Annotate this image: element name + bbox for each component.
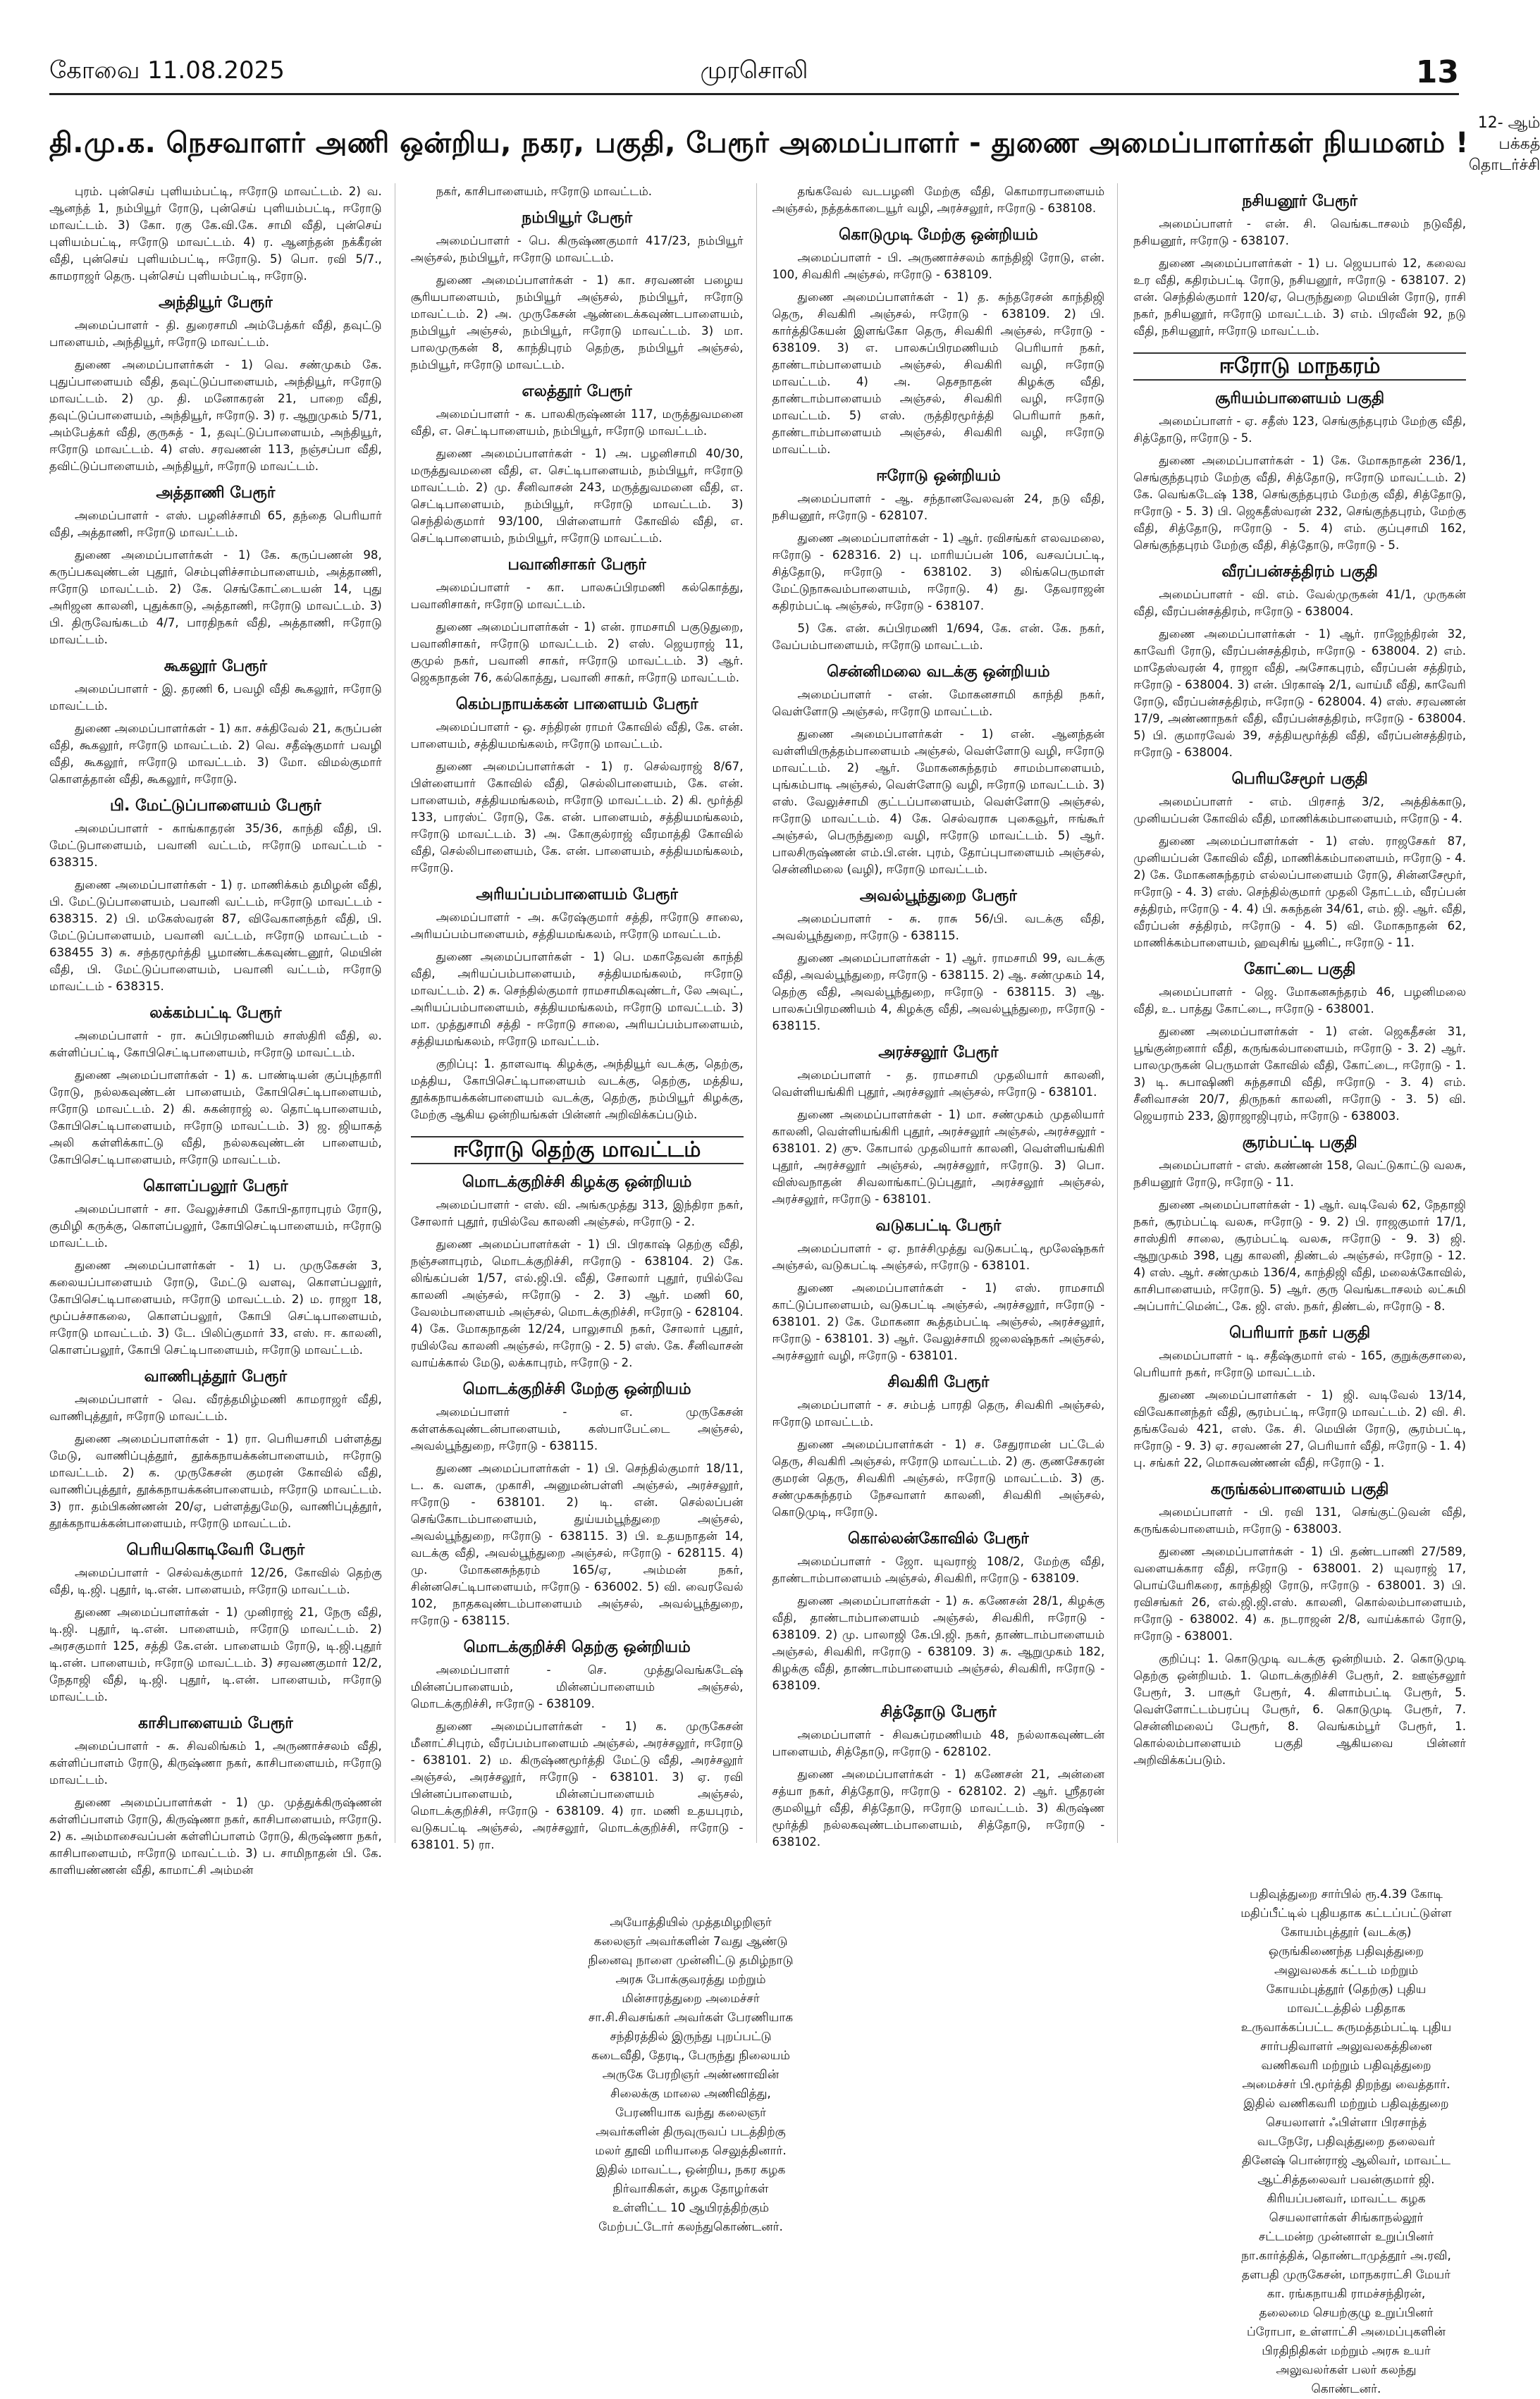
article-paragraph: அமைப்பாளர் - அ. சுரேஷ்குமார் சத்தி, ஈரோடு சாலை, அரியப்பம்பாளையம், சத்தியமங்கலம், ஈரோடு மாவட்டம். bbox=[410, 911, 744, 941]
article-paragraph: அமைப்பாளர் - பி. அருணாச்சலம் காந்திஜி ரோடு, என். 100, சிவகிரி அஞ்சல், ஈரோடு - 638109. bbox=[772, 251, 1105, 281]
article-paragraph: அமைப்பாளர் - இ. தரணி 6, பவழி வீதி கூகலூர், ஈரோடு மாவட்டம். bbox=[49, 682, 382, 713]
section-heading: கொடுமுடி மேற்கு ஒன்றியம் bbox=[839, 226, 1038, 244]
section-heading: அரச்சலூர் பேரூர் bbox=[878, 1044, 999, 1061]
section-heading: எலத்தூர் பேரூர் bbox=[522, 383, 632, 400]
section-heading: பி. மேட்டுப்பாளையம் பேரூர் bbox=[109, 797, 321, 815]
article-paragraph: துணை அமைப்பாளர்கள் - 1) பி. பிரகாஷ் தெற்கு வீதி, நஞ்சனாபுரம், மொடக்குறிச்சி, ஈரோடு - 638104. 2) கே. லிங்கப்பன் 1/57, எல்.ஜி.பி. வீதி, சோலார் புதூர், ரயில்வே காலனி அஞ்சல், ஈரோடு - 2. 3) ஆர். மணி 60, வேலம்பாளையம் அஞ்சல், மொடக்குறிச்சி, ஈரோடு - 628104. 4) கே. மோகநாதன் 12/24, பாலுசாமி நகர், சோலார் புதூர், ரயில்வே காலனி அஞ்சல், ஈரோடு - 2. 5) எஸ். கே. சீனிவாசன் வாய்க்கால் மேடு, லக்காபுரம், ஈரோடு - 2. bbox=[410, 1238, 744, 1369]
section-heading: பெரியசேமூர் பகுதி bbox=[1231, 770, 1368, 788]
article-paragraph: அமைப்பாளர் - தி. துரைசாமி அம்பேத்கர் வீதி, தவுட்டு பாளையம், அந்தியூர், ஈரோடு மாவட்டம். bbox=[49, 319, 382, 349]
article-paragraph: துணை அமைப்பாளர்கள் - 1) கா. சக்திவேல் 21, கருப்பன் வீதி, கூகலூர், ஈரோடு மாவட்டம். 2) வெ. சதீஷ்குமார் பவழி வீதி, கூகலூர், ஈரோடு மாவட்டம். 3) மோ. விமல்குமார் கொளத்தான் வீதி, கூகலூர், ஈரோடு. bbox=[49, 722, 382, 786]
photo-band bbox=[49, 1843, 1466, 2396]
article-paragraph: அமைப்பாளர் - எஸ். கண்ணன் 158, வெட்டுகாட்டு வலசு, நசியனூர் ரோடு, ஈரோடு - 11. bbox=[1133, 1159, 1466, 1189]
article-paragraph: துணை அமைப்பாளர்கள் - 1) மா. சண்முகம் முதலியார் காலனி, வெள்ளியங்கிரி புதூர், அரச்சலூர் அஞ்சல், அரச்சலூர் - 638101. 2) குு. கோபால் முதலியார் காலனி, வெள்ளியங்கிரி புதூர், அரச்சலூர் அஞ்சல், அரச்சலூர், ஈரோடு. 3) பொ. விஸ்வநாதன் சிவலாங்காட்டுப்புதூர், அரச்சலூர் அஞ்சல், அரச்சலூர், ஈரோடு - 638101. bbox=[772, 1108, 1105, 1206]
article-paragraph: புரம். புன்செய் புளியம்பட்டி, ஈரோடு மாவட்டம். 2) வ. ஆனந்த் 1, நம்பியூர் ரோடு, புன்செய் புளியம்பட்டி, ஈரோடு மாவட்டம். 3) கோ. ரகு கே.வி.கே. சாமி வீதி, புன்செய் புளியம்பட்டி, ஈரோடு மாவட்டம். 4) ர. ஆனந்தன் நக்கீரன் வீதி, புன்செய் புளியம்பட்டி, ஈரோடு. 5) பொ. ரவி 5/7., காமராஜர் தெரு. புன்செய் புளியம்பட்டி, ஈரோடு. bbox=[49, 185, 382, 283]
article-paragraph: அமைப்பாளர் - என். சி. வெங்கடாசலம் நடுவீதி, நசியனூர், ஈரோடு - 638107. bbox=[1133, 217, 1466, 247]
district-heading: ஈரோடு மாநகரம் bbox=[1133, 352, 1466, 381]
district-heading: ஈரோடு தெற்கு மாவட்டம் bbox=[411, 1136, 744, 1164]
article-columns bbox=[49, 183, 1466, 1877]
section-heading: அத்தாணி பேரூர் bbox=[156, 484, 276, 502]
article-paragraph: அமைப்பாளர் - ஒ. சந்திரன் ராமர் கோவில் வீதி, கே. என். பாளையம், சத்தியமங்கலம், ஈரோடு மாவட்டம். bbox=[410, 720, 744, 751]
article-paragraph: அமைப்பாளர் - செ. முத்துவெங்கடேஷ் மின்னப்பாளையம், மின்னப்பாளையம் அஞ்சல், மொடக்குறிச்சி, ஈரோடு - 638109. bbox=[410, 1663, 744, 1710]
article-paragraph: துணை அமைப்பாளர்கள் - 1) கா. சரவணன் பழைய சூரியபாளையம், நம்பியூர் அஞ்சல், நம்பியூர், ஈரோடு மாவட்டம். 2) அ. முருகேசன் ஆண்டைக்கவுண்டபாளையம், நம்பியூர் அஞ்சல், நம்பியூர், ஈரோடு மாவட்டம். 3) மா. பாலமுருகன் 8, காந்திபுரம் தெற்கு, நம்பியூர் அஞ்சல், நம்பியூர், ஈரோடு மாவட்டம். bbox=[410, 273, 744, 371]
section-heading: பெரியகொடிவேரி பேரூர் bbox=[126, 1541, 305, 1559]
article-paragraph: துணை அமைப்பாளர்கள் - 1) ஆர். ரவிசங்கர் எலவமலை, ஈரோடு - 628316. 2) பு. மாரியப்பன் 106, வசவப்பட்டி, சித்தோடு, ஈரோடு - 638102. 3) லிங்கபெருமாள் மேட்டுநாசுவம்பாளையம், ஈரோடு. 4) து. தேவராஜன் கதிரம்பட்டி அஞ்சல், ஈரோடு - 638107. bbox=[772, 531, 1105, 612]
article-paragraph: அமைப்பாளர் - எம். பிரசாத் 3/2, அத்திக்காடு, முனியப்பன் கோவில் வீதி, மாணிக்கம்பாளையம், ஈரோடு - 4. bbox=[1133, 795, 1466, 825]
article-paragraph: துணை அமைப்பாளர்கள் - 1) பி. செந்தில்குமார் 18/11, ட. க. வளசு, முகாசி, அனுமன்பள்ளி அஞ்சல், அரச்சலூர், ஈரோடு - 638101. 2) டி. என். செல்லப்பன் செங்கோடம்பாளையம், துய்யம்பூந்துறை அஞ்சல், அவல்பூந்துறை, ஈரோடு - 638115. 3) பி. உதயநாதன் 14, வடக்கு வீதி, அவல்பூந்துறை அஞ்சல், ஈரோடு - 628115. 4) மு. மோகனசுந்தரம் 165/ஏ, அம்மன் நகர், சின்னசெட்டிபாளையம், ஈரோடு - 636002. 5) வி. வைரவேல் 102, நாதகவுண்டம்பாளையம் அஞ்சல், அவல்பூந்துறை, ஈரோடு - 638115. bbox=[410, 1462, 744, 1627]
article-paragraph: துணை அமைப்பாளர்கள் - 1) கணேசன் 21, அன்னை சத்யா நகர், சித்தோடு, ஈரோடு - 628102. 2) ஆர். ஸ்ரீதரன் குமலியூர் வீதி, சித்தோடு, ஈரோடு மாவட்டம். 3) கிருஷ்ண மூர்த்தி நல்லகவுண்டம்பாளையம், சித்தோடு, ஈரோடு - 638102. bbox=[772, 1768, 1105, 1849]
article-paragraph: அமைப்பாளர் - வி. எம். வேல்முருகன் 41/1, முருகன் வீதி, வீரப்பன்சத்திரம், ஈரோடு - 638004. bbox=[1133, 588, 1466, 618]
article-paragraph: துணை அமைப்பாளர்கள் - 1) என். ஜெகதீசன் 31, பூங்குன்றனார் வீதி, கருங்கல்பாளையம், ஈரோடு - 3. 2) ஆர். பாலமுருகன் பெருமாள் கோவில் வீதி, கோட்டை, ஈரோடு - 1. 3) டி. சுபாஷிணி சுந்தசாமி வீதி, ஈரோடு - 3. 4) எம். சீனிவாசன் 20/7, திருநகர் காலனி, ஈரோடு - 3. 5) வி. ஜெயராம் 233, இராஜாஜிபுரம், ஈரோடு - 638003. bbox=[1133, 1025, 1466, 1123]
article-paragraph: துணை அமைப்பாளர்கள் - 1) முனிராஜ் 21, நேரு வீதி, டி.ஜி. புதூர், டி.என். பாளையம், ஈரோடு மாவட்டம். 2) அரசகுமார் 125, சத்தி கே.என். பாளையம் ரோடு, டி.ஜி.புதூர் டி.என். பாளையம், ஈரோடு மாவட்டம். 3) சரவணகுமார் 12/2, நேதாஜி வீதி, டி.ஜி. புதூர், டி.என். பாளையம், ஈரோடு மாவட்டம். bbox=[49, 1605, 382, 1703]
article-paragraph: துணை அமைப்பாளர்கள் - 1) ர. மாணிக்கம் தமிழன் வீதி, பி. மேட்டுப்பாளையம், பவானி வட்டம், ஈரோடு மாவட்டம் - 638315. 2) பி. மகேஸ்வரன் 87, விவேகானந்தர் வீதி, பி. மேட்டுப்பாளையம், பவானி வட்டம், ஈரோடு மாவட்டம் - 638455 3) சு. சந்தரமூர்த்தி பூமாண்டக்கவுண்டனூர், மெயின் வீதி, பி. மேட்டுப்பாளையம், பவானி வட்டம், ஈரோடு மாவட்டம் - 638315. bbox=[49, 878, 382, 993]
article-column-4 bbox=[1133, 183, 1466, 1843]
continued-note: 12- ஆம் பக்கத் தொடர்ச்சி bbox=[1468, 114, 1540, 174]
section-heading: லக்கம்பட்டி பேரூர் bbox=[149, 1004, 282, 1022]
section-heading: சிவகிரி பேரூர் bbox=[887, 1374, 990, 1391]
section-heading: ஈரோடு ஒன்றியம் bbox=[876, 467, 1001, 485]
section-heading: கெம்பநாயக்கன் பாளையம் பேரூர் bbox=[455, 696, 698, 713]
article-paragraph: அமைப்பாளர் - சா. வேலுச்சாமி கோபி-தாராபுரம் ரோடு, குமிழி கருக்கு, கொளப்பலூர், கோபிசெட்டிபாளையம், ஈரோடு மாவட்டம். bbox=[49, 1202, 382, 1250]
article-paragraph: அமைப்பாளர் - ஆ. சந்தானவேலவன் 24, நடு வீதி, நசியனூர், ஈரோடு - 628107. bbox=[772, 492, 1105, 522]
article-paragraph: துணை அமைப்பாளர்கள் - 1) ஜி. வடிவேல் 13/14, விவேகானந்தர் வீதி, சூரம்பட்டி, ஈரோடு மாவட்டம். 2) வி. சி. தங்கவேல் 421, எஸ். கே. சி. மெயின் ரோடு, சூரம்பட்டி, ஈரோடு - 9. 3) ஏ. சரவணன் 27, பெரியார் வீதி, ஈரோடு - 1. 4) பு. சங்கர் 22, மொசுவண்ணன் வீதி, ஈரோடு - 1. bbox=[1133, 1388, 1466, 1469]
article-paragraph: துணை அமைப்பாளர்கள் - 1) கே. மோகநாதன் 236/1, செங்குந்தபுரம் மேற்கு வீதி, சித்தோடு, ஈரோடு மாவட்டம். 2) கே. வெங்கடேஷ் 138, செங்குந்தபுரம் மேற்கு வீதி, சித்தோடு, ஈரோடு - 5. 3) பி. ஜெகதீஸ்வரன் 232, செங்குந்தபுரம், மேற்கு வீதி, சித்தோடு, ஈரோடு - 5. 4) எம். குப்புசாமி 162, செங்குந்தபுரம் மேற்கு வீதி, சித்தோடு, ஈரோடு - 5. bbox=[1133, 454, 1466, 552]
article-paragraph: துணை அமைப்பாளர்கள் - 1) ஆர். ராஜேந்திரன் 32, காவேரி ரோடு, வீரப்பன்சத்திரம், ஈரோடு - 638004. 2) எம். மாதேஸ்வரன் 4, ராஜா வீதி, அசோகபுரம், வீரப்பன் சத்திரம், ஈரோடு - 638004. 3) என். பிரகாஷ் 2/1, வாய்மீ வீதி, காவேரி ரோடு, வீரப்பன்சத்திரம், ஈரோடு - 628004. 4) எஸ். சரவணன் 17/9, அண்ணாநகர் வீதி, வீரப்பன்சத்திரம், ஈரோடு - 638004. 5) பி. குமாரவேல் 39, சத்தியமூர்த்தி வீதி, வீரப்பன்சத்திரம், ஈரோடு - 638004. bbox=[1133, 627, 1466, 759]
article-paragraph: அமைப்பாளர் - ஜெ. மோகனசுந்தரம் 46, பழனிமலை வீதி, உ. பாத்து கோட்டை, ஈரோடு - 638001. bbox=[1133, 985, 1466, 1016]
section-heading: பவானிசாகர் பேரூர் bbox=[507, 556, 646, 574]
section-heading: வாணிபுத்தூர் பேரூர் bbox=[144, 1368, 288, 1386]
article-paragraph: துணை அமைப்பாளர்கள் - 1) ரா. பெரியசாமி பள்ளத்து மேடு, வாணிப்புத்தூர், தூக்கநாயக்கன்பாளையம், ஈரோடு மாவட்டம். 2) க. முருகேசன் குமரன் கோவில் வீதி, வாணிப்புத்தூர், தூக்கநாயக்கன்பாளையம், ஈரோடு மாவட்டம். 3) ரா. தம்பிகண்ணன் 20/ஏ, பள்ளத்துமேடு, வாணிப்புத்தூர், தூக்கநாயக்கன்பாளையம், ஈரோடு மாவட்டம். bbox=[49, 1432, 382, 1530]
article-paragraph: நகர், காசிபாளையம், ஈரோடு மாவட்டம். bbox=[436, 185, 653, 198]
article-paragraph: துணை அமைப்பாளர்கள் - 1) அ. பழனிசாமி 40/30, மருத்துவமனை வீதி, எ. செட்டிபாளையம், நம்பியூர், ஈரோடு மாவட்டம். 2) மு. சீனிவாசன் 243, மருத்துவமனை வீதி, எ. செட்டிபாளையம், நம்பியூர், ஈரோடு மாவட்டம். 3) செந்தில்குமார் 93/100, பிள்ளையார் கோவில் வீதி, எ. செட்டிபாளையம், நம்பியூர், ஈரோடு மாவட்டம். bbox=[410, 447, 744, 545]
article-paragraph: அமைப்பாளர் - எஸ். பழனிச்சாமி 65, தந்தை பெரியார் வீதி, அத்தாணி, ஈரோடு மாவட்டம். bbox=[49, 509, 382, 539]
article-paragraph: குறிப்பு: 1. தாளவாடி கிழக்கு, அந்தியூர் வடக்கு, தெற்கு, மத்திய, கோபிசெட்டிபாளையம் வடக்கு, தெற்கு, மத்திய, தூக்கநாயக்கன்பாளையம் வடக்கு, தெற்கு, நம்பியூர் கிழக்கு, மேற்கு ஆகிய ஒன்றியங்கள் பின்னர் அறிவிக்கப்படும். bbox=[410, 1057, 744, 1121]
article-paragraph: அமைப்பாளர் - ஏ. சதீஸ் 123, செங்குந்தபுரம் மேற்கு வீதி, சித்தோடு, ஈரோடு - 5. bbox=[1133, 414, 1466, 445]
article-paragraph: துணை அமைப்பாளர்கள் - 1) ப. ஜெயபால் 12, கலைவ உர வீதி, கதிரம்பட்டி ரோடு, நசியனூர், ஈரோடு - 638107. 2) என். செந்தில்குமார் 120/ஏ, பெருந்துறை மெயின் ரோடு, ராசி நகர், நசியனூர், ஈரோடு மாவட்டம். 3) எம். பிரவீன் 92, நடு வீதி, நசியனூர், ஈரோடு மாவட்டம். bbox=[1133, 257, 1466, 338]
article-paragraph: துணை அமைப்பாளர்கள் - 1) பெ. மகாதேவன் காந்தி வீதி, அரியப்பம்பாளையம், சத்தியமங்கலம், ஈரோடு மாவட்டம். 2) சு. செந்தில்குமார் ராமசாமிகவுண்டர், லே அவுட், அரியப்பம்பாளையம், சத்தியமங்கலம், ஈரோடு மாவட்டம். 3) மா. முத்துசாமி சத்தி - ஈரோடு சாலை, அரியப்பம்பாளையம், சத்தியமங்கலம், ஈரோடு மாவட்டம். bbox=[410, 950, 744, 1048]
article-paragraph: அமைப்பாளர் - எஸ். வி. அங்கமுத்து 313, இந்திரா நகர், சோலார் புதூர், ரயில்வே காலனி அஞ்சல், ஈரோடு - 2. bbox=[410, 1198, 744, 1228]
article-paragraph: துணை அமைப்பாளர்கள் - 1) ர. செல்வராஜ் 8/67, பிள்ளையார் கோவில் வீதி, செல்லிபாளையம், கே. என். பாளையம், சத்தியமங்கலம், ஈரோடு மாவட்டம். 2) கி. மூர்த்தி 133, பாரஸ்ட் ரோடு, கே. என். பாளையம், சத்தியமங்கலம், ஈரோடு மாவட்டம். 3) அ. கோகுல்ராஜ் வீரமாத்தி கோவில் வீதி, செல்லிபாளையம், கே. என். பாளையம், சத்தியமங்கலம், ஈரோடு. bbox=[410, 760, 744, 875]
article-paragraph: துணை அமைப்பாளர்கள் - 1) மு. முத்துக்கிருஷ்ணன் கள்ளிப்பாளம் ரோடு, கிருஷ்ணா நகர், காசிபாளையம், ஈரோடு. 2) க. அம்மாசைவப்பன் கள்ளிப்பாளம் ரோடு, கிருஷ்ணா நகர், காசிபாளையம், ஈரோடு மாவட்டம். 3) ப. சாமிநாதன் பி. கே. காளியண்ணன் வீதி, காமாட்சி அம்மன் bbox=[49, 1796, 382, 1877]
article-paragraph: அமைப்பாளர் - வெ. வீரத்தமிழ்மணி காமராஜர் வீதி, வாணிபுத்தூர், ஈரோடு மாவட்டம். bbox=[49, 1393, 382, 1423]
section-heading: கொளப்பலூர் பேரூர் bbox=[143, 1178, 288, 1195]
article-paragraph: துணை அமைப்பாளர்கள் - 1) ஆர். ராமசாமி 99, வடக்கு வீதி, அவல்பூந்துறை, ஈரோடு - 638115. 2) ஆ. சண்முகம் 14, தெற்கு வீதி, அவல்பூந்துறை, ஈரோடு - 638115. 3) ஆ. பாலசுப்பிரமணியம் 4, கிழக்கு வீதி, அவல்பூந்துறை, ஈரோடு - 638115. bbox=[772, 951, 1105, 1032]
section-heading: கருங்கல்பாளையம் பகுதி bbox=[1210, 1481, 1389, 1498]
article-paragraph: அமைப்பாளர் - கா. பாலசுப்பிரமணி கல்கொத்து, பவானிசாகர், ஈரோடு மாவட்டம். bbox=[410, 581, 744, 611]
article-paragraph: அமைப்பாளர் - சிவசுப்ரமணியம் 48, நல்லாகவுண்டன் பாளையம், சித்தோடு, ஈரோடு - 628102. bbox=[772, 1728, 1105, 1758]
section-heading: கூகலூர் பேரூர் bbox=[164, 658, 268, 675]
article-paragraph: துணை அமைப்பாளர்கள் - 1) க. முருகேசன் மீனாட்சிபுரம், வீரப்பம்பாளையம் அஞ்சல், அரச்சலூர், ஈரோடு - 638101. 2) ம. கிருஷ்ணமூர்த்தி மேட்டு வீதி, அரச்சலூர் அஞ்சல், அரச்சலூர், ஈரோடு - 638101. 3) ஏ. ரவி பின்னப்பாளையம், மின்னப்பாளையம் அஞ்சல், மொடக்குறிச்சி, ஈரோடு - 638109. 4) ரா. மணி உதயபுரம், வடுகபட்டி அஞ்சல், அரச்சலூர், மொடக்குறிச்சி, ஈரோடு - 638101. 5) ரா. bbox=[410, 1720, 744, 1851]
article-column-1 bbox=[49, 183, 395, 1877]
article-paragraph: அமைப்பாளர் - காங்காதரன் 35/36, காந்தி வீதி, பி. மேட்டுபாளையம், பவானி வட்டம், ஈரோடு மாவட்டம் - 638315. bbox=[49, 822, 382, 869]
section-heading: காசிபாளையம் பேரூர் bbox=[138, 1715, 293, 1732]
article-paragraph: துணை அமைப்பாளர்கள் - 1) சு. கணேசன் 28/1, கிழக்கு வீதி, தாண்டாம்பாளையம் அஞ்சல், சிவகிரி, ஈரோடு - 638109. 2) மு. பாலாஜி கே.பி.ஜி. நகர், தாண்டாம்பாளையம் அஞ்சல், சிவகிரி, ஈரோடு - 638109. 3) சு. ஆறுமுகம் 182, கிழக்கு வீதி, தாண்டாம்பாளையம் அஞ்சல், சிவகிரி, ஈரோடு - 638109. bbox=[772, 1594, 1105, 1692]
article-paragraph: துணை அமைப்பாளர்கள் - 1) க. பாண்டியன் குப்புந்தாரி ரோடு, நல்லகவுண்டன் பாளையம், கோபிசெட்டிபாளையம், ஈரோடு மாவட்டம். 2) கி. சுகன்ராஜ் ல. தொட்டிபாளையம், கோபிசெட்டிபாளையம், ஈரோடு மாவட்டம். 3) ஜ. ஜியாகத் அலி கள்ளிக்காட்டு வீதி, நல்லகவுண்டன் பாளையம், கோபிசெட்டிபாளையம், ஈரோடு மாவட்டம். bbox=[49, 1068, 382, 1166]
article-paragraph: அமைப்பாளர் - டி. சதீஷ்குமார் எல் - 165, குறுக்குசாலை, பெரியார் நகர், ஈரோடு மாவட்டம். bbox=[1133, 1349, 1466, 1379]
article-paragraph: அமைப்பாளர் - சு. ராசு 56/பி. வடக்கு வீதி, அவல்பூந்துறை, ஈரோடு - 638115. bbox=[772, 912, 1105, 942]
article-paragraph: அமைப்பாளர் - என். மோகனசாமி காந்தி நகர், வெள்ளோடு அஞ்சல், ஈரோடு மாவட்டம். bbox=[772, 688, 1105, 718]
article-paragraph: அமைப்பாளர் - க. பாலகிருஷ்ணன் 117, மருத்துவமனை வீதி, எ. செட்டிபாளையம், நம்பியூர், ஈரோடு மாவட்டம். bbox=[410, 407, 744, 438]
article-paragraph: அமைப்பாளர் - செல்வக்குமார் 12/26, கோவில் தெற்கு வீதி, டி.ஜி. புதூர், டி.என். பாளையம், ஈரோடு மாவட்டம். bbox=[49, 1566, 382, 1596]
article-paragraph: தங்கவேல் வடபழனி மேற்கு வீதி, கொமாரபாளையம் அஞ்சல், நத்தக்காடையூர் வழி, அரச்சலூர், ஈரோடு - 638108. bbox=[772, 185, 1105, 215]
article-paragraph: 5) கே. என். சுப்பிரமணி 1/694, கே. என். கே. நகர், வேப்பம்பாளையம், ஈரோடு மாவட்டம். bbox=[772, 622, 1105, 652]
section-heading: அவல்பூந்துறை பேரூர் bbox=[859, 887, 1017, 905]
section-heading: வீரப்பன்சத்திரம் பகுதி bbox=[1221, 563, 1378, 581]
newspaper-name: முரசொலி bbox=[700, 56, 808, 85]
article-paragraph: அமைப்பாளர் - த. ராமசாமி முதலியார் காலனி, வெள்ளியங்கிரி புதூர், அரச்சலூர் அஞ்சல், ஈரோடு - 638101. bbox=[772, 1068, 1105, 1099]
article-paragraph: குறிப்பு: 1. கொடுமுடி வடக்கு ஒன்றியம். 2. கொடுமுடி தெற்கு ஒன்றியம். 1. மொடக்குறிச்சி பேரூர், 2. ஊஞ்சலூர் பேரூர், 3. பாசூர் பேரூர், 4. கிளாம்பட்டி பேரூர், 5. வெள்ளோட்டம்பரப்பு பேரூர், 6. கொடுமுடி பேரூர், 7. சென்னிமலைப் பேரூர், 8. வெங்கம்பூர் பேரூர், 1. கொல்லம்பாளையம் பகுதி ஆகியவை பின்னர் அறிவிக்கப்படும். bbox=[1133, 1652, 1466, 1767]
article-paragraph: துணை அமைப்பாளர்கள் - 1) எஸ். ராஜசேகர் 87, முனியப்பன் கோவில் வீதி, மாணிக்கம்பாளையம், ஈரோடு - 4. 2) கே. மோகனசுந்தரம் எல்லப்பாளையம் ரோடு, சின்னசேமூர், ஈரோடு - 4. 3) எஸ். செந்தில்குமார் முதலி தோட்டம், வீரப்பன் சத்திரம், ஈரோடு - 4. 4) பி. சுகந்தன் 34/61, எம். ஜி. ஆர். வீதி, வீரப்பன் சத்திரம், ஈரோடு - 4. 5) வி. மோகநாதன் 62, மாணிக்கம்பாளையம், ஹவுசிங் யூனிட், ஈரோடு - 11. bbox=[1133, 834, 1466, 949]
article-paragraph: துணை அமைப்பாளர்கள் - 1) ச. சேதுராமன் பட்டேல் தெரு, சிவகிரி அஞ்சல், ஈரோடு மாவட்டம். 2) கு. குணசேகரன் குமரன் தெரு, சிவகிரி அஞ்சல், ஈரோடு மாவட்டம். 3) கு. சண்முகசுந்தரம் நேசவாளர் காலனி, சிவகிரி அஞ்சல், கொடுமுடி, ஈரோடு. bbox=[772, 1438, 1105, 1519]
article-paragraph: துணை அமைப்பாளர்கள் - 1) கே. கருப்பணன் 98, கருப்பகவுண்டன் புதூர், செம்புளிச்சாம்பாளையம், அத்தாணி, ஈரோடு மாவட்டம். 2) கே. செங்கோட்டையன் 14, புது அரிஜன காலனி, புதுக்காடு, அத்தாணி, ஈரோடு மாவட்டம். 3) பி. திருவேங்கடம் 4/7, பாரதிநகர் வீதி, அத்தாணி, ஈரோடு மாவட்டம். bbox=[49, 548, 382, 646]
page-headline: தி.மு.க. நெசவாளர் அணி ஒன்றிய, நகர, பகுதி, பேரூர் அமைப்பாளர் - துணை அமைப்பாளர்கள் நியமனம் ! bbox=[49, 126, 1469, 159]
section-heading: கொல்லன்கோவில் பேரூர் bbox=[847, 1530, 1029, 1548]
article-paragraph: துணை அமைப்பாளர்கள் - 1) த. சுந்தரேசன் காந்திஜி தெரு, சிவகிரி அஞ்சல், ஈரோடு - 638109. 2) பி. கார்த்திகேயன் இளங்கோ தெரு, சிவகிரி அஞ்சல், ஈரோடு - 638109. 3) எ. பாலசுப்பிரமணியம் பெரியார் நகர், தாண்டாம்பாளையம் அஞ்சல், சிவகிரி வழி, ஈரோடு மாவட்டம். 4) அ. தெசநாதன் கிழக்கு வீதி, தாண்டாம்பாளையம் அஞ்சல், சிவகிரி வழி, ஈரோடு மாவட்டம். 5) எஸ். ருத்திரமூர்த்தி பெரியார் நகர், தாண்டாம்பாளையம் அஞ்சல், சிவகிரி வழி, ஈரோடு மாவட்டம். bbox=[772, 290, 1105, 456]
article-paragraph: அமைப்பாளர் - பெ. கிருஷ்ணகுமார் 417/23, நம்பியூர் அஞ்சல், நம்பியூர், ஈரோடு மாவட்டம். bbox=[410, 234, 744, 264]
article-column-3 bbox=[772, 183, 1119, 1849]
photo-caption-center: அயோத்தியில் முத்தமிழறிஞர் கலைஞர் அவர்களின் 7வது ஆண்டு நினைவு நாளை முன்னிட்டு தமிழ்நாடு அரசு போக்குவரத்து மற்றும் மின்சாரத்துறை அமைச்சர் சா.சி.சிவசங்கர் அவர்கள் பேரணியாக சந்திரத்தில் இருந்து புறப்பட்டு கடைவீதி, தேரடி, பேருந்து நிலையம் அருகே பேரறிஞர் அண்ணாவின் சிலைக்கு மாலை அணிவித்து, பேரணியாக வந்து கலைஞர் அவர்களின் திருவுருவப் படத்திற்கு மலர் தூவி மரியாதை செலுத்தினார். இதில் மாவட்ட, ஒன்றிய, நகர கழக நிர்வாகிகள், கழக தோழர்கள் உள்ளிட்ட 10 ஆயிரத்திற்கும் மேற்பட்டோர் கலந்துகொண்டனர். bbox=[588, 1916, 794, 2234]
section-heading: சூரம்பட்டி பகுதி bbox=[1242, 1134, 1357, 1152]
article-paragraph: துணை அமைப்பாளர்கள் - 1) பி. தண்டபாணி 27/589, வளையக்கார வீதி, ஈரோடு - 638001. 2) யுவராஜ் 17, பொய்யேரிகரை, காந்திஜி ரோடு, ஈரோடு - 638001. 3) பி. ரவிசங்கர் 26, எல்.ஜி.ஜி.எஸ். காலனி, கொல்லம்பாளையம், ஈரோடு - 638002. 4) க. நடராஜன் 2/8, வாய்க்கால் ரோடு, ஈரோடு - 638001. bbox=[1133, 1545, 1466, 1643]
section-heading: அந்தியூர் பேரூர் bbox=[159, 294, 273, 312]
issue-date: கோவை 11.08.2025 bbox=[49, 56, 285, 85]
section-heading: மொடக்குறிச்சி மேற்கு ஒன்றியம் bbox=[462, 1381, 691, 1398]
article-paragraph: துணை அமைப்பாளர்கள் - 1) வெ. சண்முகம் கே. புதுப்பாளையம் வீதி, தவுட்டுப்பாளையம், அந்தியூர், ஈரோடு மாவட்டம். 2) மு. தி. மனோகரன் 21, பாறை வீதி, தவுட்டுப்பாளையம், அந்தியூர், ஈரோடு. 3) ர. ஆறுமுகம் 5/71, அம்பேத்கர் வீதி, குருசுத் - 1, தவுட்டுப்பாளையம், அந்தியூர், ஈரோடு மாவட்டம். 4) எஸ். சரவணன் 113, நஞ்சப்பா வீதி, தவிட்டுப்பாளையம், அந்தியூர், ஈரோடு மாவட்டம். bbox=[49, 358, 382, 473]
photo-caption-right: பதிவுத்துறை சார்பில் ரூ.4.39 கோடி மதிப்பீட்டில் புதியதாக கட்டப்பட்டுள்ள கோயம்புத்தூர் (வடக்கு) ஒருங்கிணைந்த பதிவுத்துறை அலுவலகக் கட்டம் மற்றும் கோயம்புத்தூர் (தெற்கு) புதிய மாவட்டத்தில் பதிதாக உருவாக்கப்பட்ட சுருமத்தம்பட்டி புதிய சார்பதிவாளர் அலுவலகத்தினை வணிகவரி மற்றும் பதிவுத்துறை அமைச்சர் பி.மூர்த்தி திறந்து வைத்தார். இதில் வணிகவரி மற்றும் பதிவுத்துறை செயலாளர் ஃபிள்ளா பிரசாந்த் வடநேரே, பதிவுத்துறை தலைவர் தினேஷ் பொன்ராஜ் ஆலிவர், மாவட்ட ஆட்சித்தலைவர் பவன்குமார் ஜி. கிரியப்பனவர், மாவட்ட கழக செயலாளர்கள் சிங்காநல்லூர் சட்டமன்ற முன்னாள் உறுப்பினர் நா.கார்த்திக், தொண்டாமுத்தூர் அ.ரவி, தளபதி முருகேசன், மாநகராட்சி மேயர் கா. ரங்கநாயகி ராமச்சந்திரன், தலைமை செயற்குழு உறுப்பினர் ப்ரோபா, உள்ளாட்சி அமைப்புகளின் பிரதிநிதிகள் மற்றும் அரசு உயர் அலுவலர்கள் பலர் கலந்து கொண்டனர். bbox=[1240, 1887, 1452, 2396]
article-paragraph: துணை அமைப்பாளர்கள் - 1) ப. முருகேசன் 3, கலையப்பாளையம் ரோடு, மேட்டு வளவு, கொளப்பலூர், கோபிசெட்டிபாளையம், ஈரோடு மாவட்டம். 2) ம. ராஜா 18, மூப்பச்சாகலை, கொளப்பலூர், கோபி செட்டிபாளையம், ஈரோடு மாவட்டம். 3) டே. பிலிப்குமார் 33, எஸ். ஈ. காலனி, கொளப்பலூர், கோபி செட்டிபாளையம், ஈரோடு மாவட்டம். bbox=[49, 1259, 382, 1357]
section-heading: கோட்டை பகுதி bbox=[1243, 961, 1356, 978]
article-paragraph: அமைப்பாளர் - ஏ. நாச்சிமுத்து வடுகபட்டி, மூலேஷ்நகர் அஞ்சல், வடுகபட்டி அஞ்சல், ஈரோடு - 638101. bbox=[772, 1242, 1105, 1272]
article-column-2 bbox=[410, 183, 757, 1851]
article-paragraph: துணை அமைப்பாளர்கள் - 1) என். ஆனந்தன் வள்ளியிருத்தம்பாளையம் அஞ்சல், வெள்ளோடு வழி, ஈரோடு மாவட்டம். 2) ஆர். மோகனசுந்தரம் சாமம்பாளையம், புங்கம்பாடி அஞ்சல், வெள்ளோடு வழி, ஈரோடு மாவட்டம். 3) எஸ். வேலுச்சாமி குட்டப்பாளையம், வெள்ளோடு அஞ்சல், ஈரோடு மாவட்டம். 4) கே. செல்வராசு புகைவூர், ஈங்கூர் அஞ்சல், பெருந்துறை வழி, ஈரோடு மாவட்டம். 5) ஆர். பாலசிருஷ்ணன் எம்.பி.என். புரம், தோப்புபாளையம் அஞ்சல், சென்னிமலை (வழி), ஈரோடு மாவட்டம். bbox=[772, 727, 1105, 876]
section-heading: பெரியார் நகர் பகுதி bbox=[1229, 1324, 1371, 1342]
masthead bbox=[49, 51, 1459, 95]
section-heading: மொடக்குறிச்சி கிழக்கு ஒன்றியம் bbox=[462, 1173, 692, 1191]
article-paragraph: துணை அமைப்பாளர்கள் - 1) ஆர். வடிவேல் 62, நேதாஜி நகர், சூரம்பட்டி வலசு, ஈரோடு - 9. 2) பி. ராஜகுமார் 17/1, சாஸ்திரி சாலை, சூரம்பட்டி வலசு, ஈரோடு - 9. 3) ஜி. ஆறுமுகம் 398, புது காலனி, திண்டல் அஞ்சல், ஈரோடு - 12. 4) எஸ். ஆர். சண்முகம் 136/4, காந்திஜி வீதி, மலைக்கோவில், காசிபாளையம், ஈரோடு. 5) ஆர். குரு வெங்கடாசலம் லட்சுமி அப்பார்ட்மென்ட், கே. ஜி. எஸ். நகர், திண்டல், ஈரோடு - 8. bbox=[1133, 1198, 1466, 1313]
article-paragraph: அமைப்பாளர் - ரா. சுப்பிரமணியம் சாஸ்திரி வீதி, ல. கள்ளிப்பட்டி, கோபிசெட்டிபாளையம், ஈரோடு மாவட்டம். bbox=[49, 1029, 382, 1059]
section-heading: அரியப்பம்பாளையம் பேரூர் bbox=[476, 886, 678, 904]
section-heading: நம்பியூர் பேரூர் bbox=[522, 209, 633, 227]
section-heading: வடுகபட்டி பேரூர் bbox=[875, 1217, 1002, 1235]
article-paragraph: துணை அமைப்பாளர்கள் - 1) எஸ். ராமசாமி காட்டுப்பாளையம், வடுகபட்டி அஞ்சல், அரச்சலூர், ஈரோடு - 638101. 2) கே. மோகனா கூத்தம்பட்டி அஞ்சல், அரச்சலூர், ஈரோடு - 638101. 3) ஆர். வேலுச்சாமி ஜலைஷ்நகர் அஞ்சல், அரச்சலூர் வழி, ஈரோடு - 638101. bbox=[772, 1281, 1105, 1362]
article-paragraph: அமைப்பாளர் - பி. ரவி 131, செங்குட்டுவன் வீதி, கருங்கல்பாளையம், ஈரோடு - 638003. bbox=[1133, 1505, 1466, 1536]
article-paragraph: அமைப்பாளர் - சு. சிவலிங்கம் 1, அருணாச்சலம் வீதி, கள்ளிப்பாளம் ரோடு, கிருஷ்ணா நகர், காசிபாளையம், ஈரோடு மாவட்டம். bbox=[49, 1739, 382, 1787]
section-heading: சென்னிமலை வடக்கு ஒன்றியம் bbox=[827, 663, 1050, 681]
article-paragraph: அமைப்பாளர் - ஜோ. யுவராஜ் 108/2, மேற்கு வீதி, தாண்டாம்பாளையம் அஞ்சல், சிவகிரி, ஈரோடு - 638109. bbox=[772, 1555, 1105, 1585]
article-paragraph: அமைப்பாளர் - எ. முருகேசன் கள்ளக்கவுண்டன்பாளையம், கஸ்பாபேட்டை அஞ்சல், அவல்பூந்துறை, ஈரோடு - 638115. bbox=[410, 1405, 744, 1453]
section-heading: மொடக்குறிச்சி தெற்கு ஒன்றியம் bbox=[463, 1639, 691, 1656]
page-number: 13 bbox=[1415, 54, 1459, 90]
article-paragraph: துணை அமைப்பாளர்கள் - 1) என். ராமசாமி பகுடுதுறை, பவானிசாகர், ஈரோடு மாவட்டம். 2) எஸ். ஜெயராஜ் 11, குமுல் நகர், பவானி சாகர், ஈரோடு மாவட்டம். 3) ஆர். ஜெகநாதன் 76, கல்கொத்து, பவானி சாகர், ஈரோடு மாவட்டம். bbox=[410, 620, 744, 684]
section-heading: சித்தோடு பேரூர் bbox=[880, 1703, 997, 1721]
section-heading: சூரியம்பாளையம் பகுதி bbox=[1215, 390, 1385, 407]
headline-row bbox=[49, 114, 1540, 174]
article-paragraph: அமைப்பாளர் - ச. சம்பத் பாரதி தெரு, சிவகிரி அஞ்சல், ஈரோடு மாவட்டம். bbox=[772, 1398, 1105, 1429]
section-heading: நசியனூர் பேரூர் bbox=[1242, 192, 1358, 210]
